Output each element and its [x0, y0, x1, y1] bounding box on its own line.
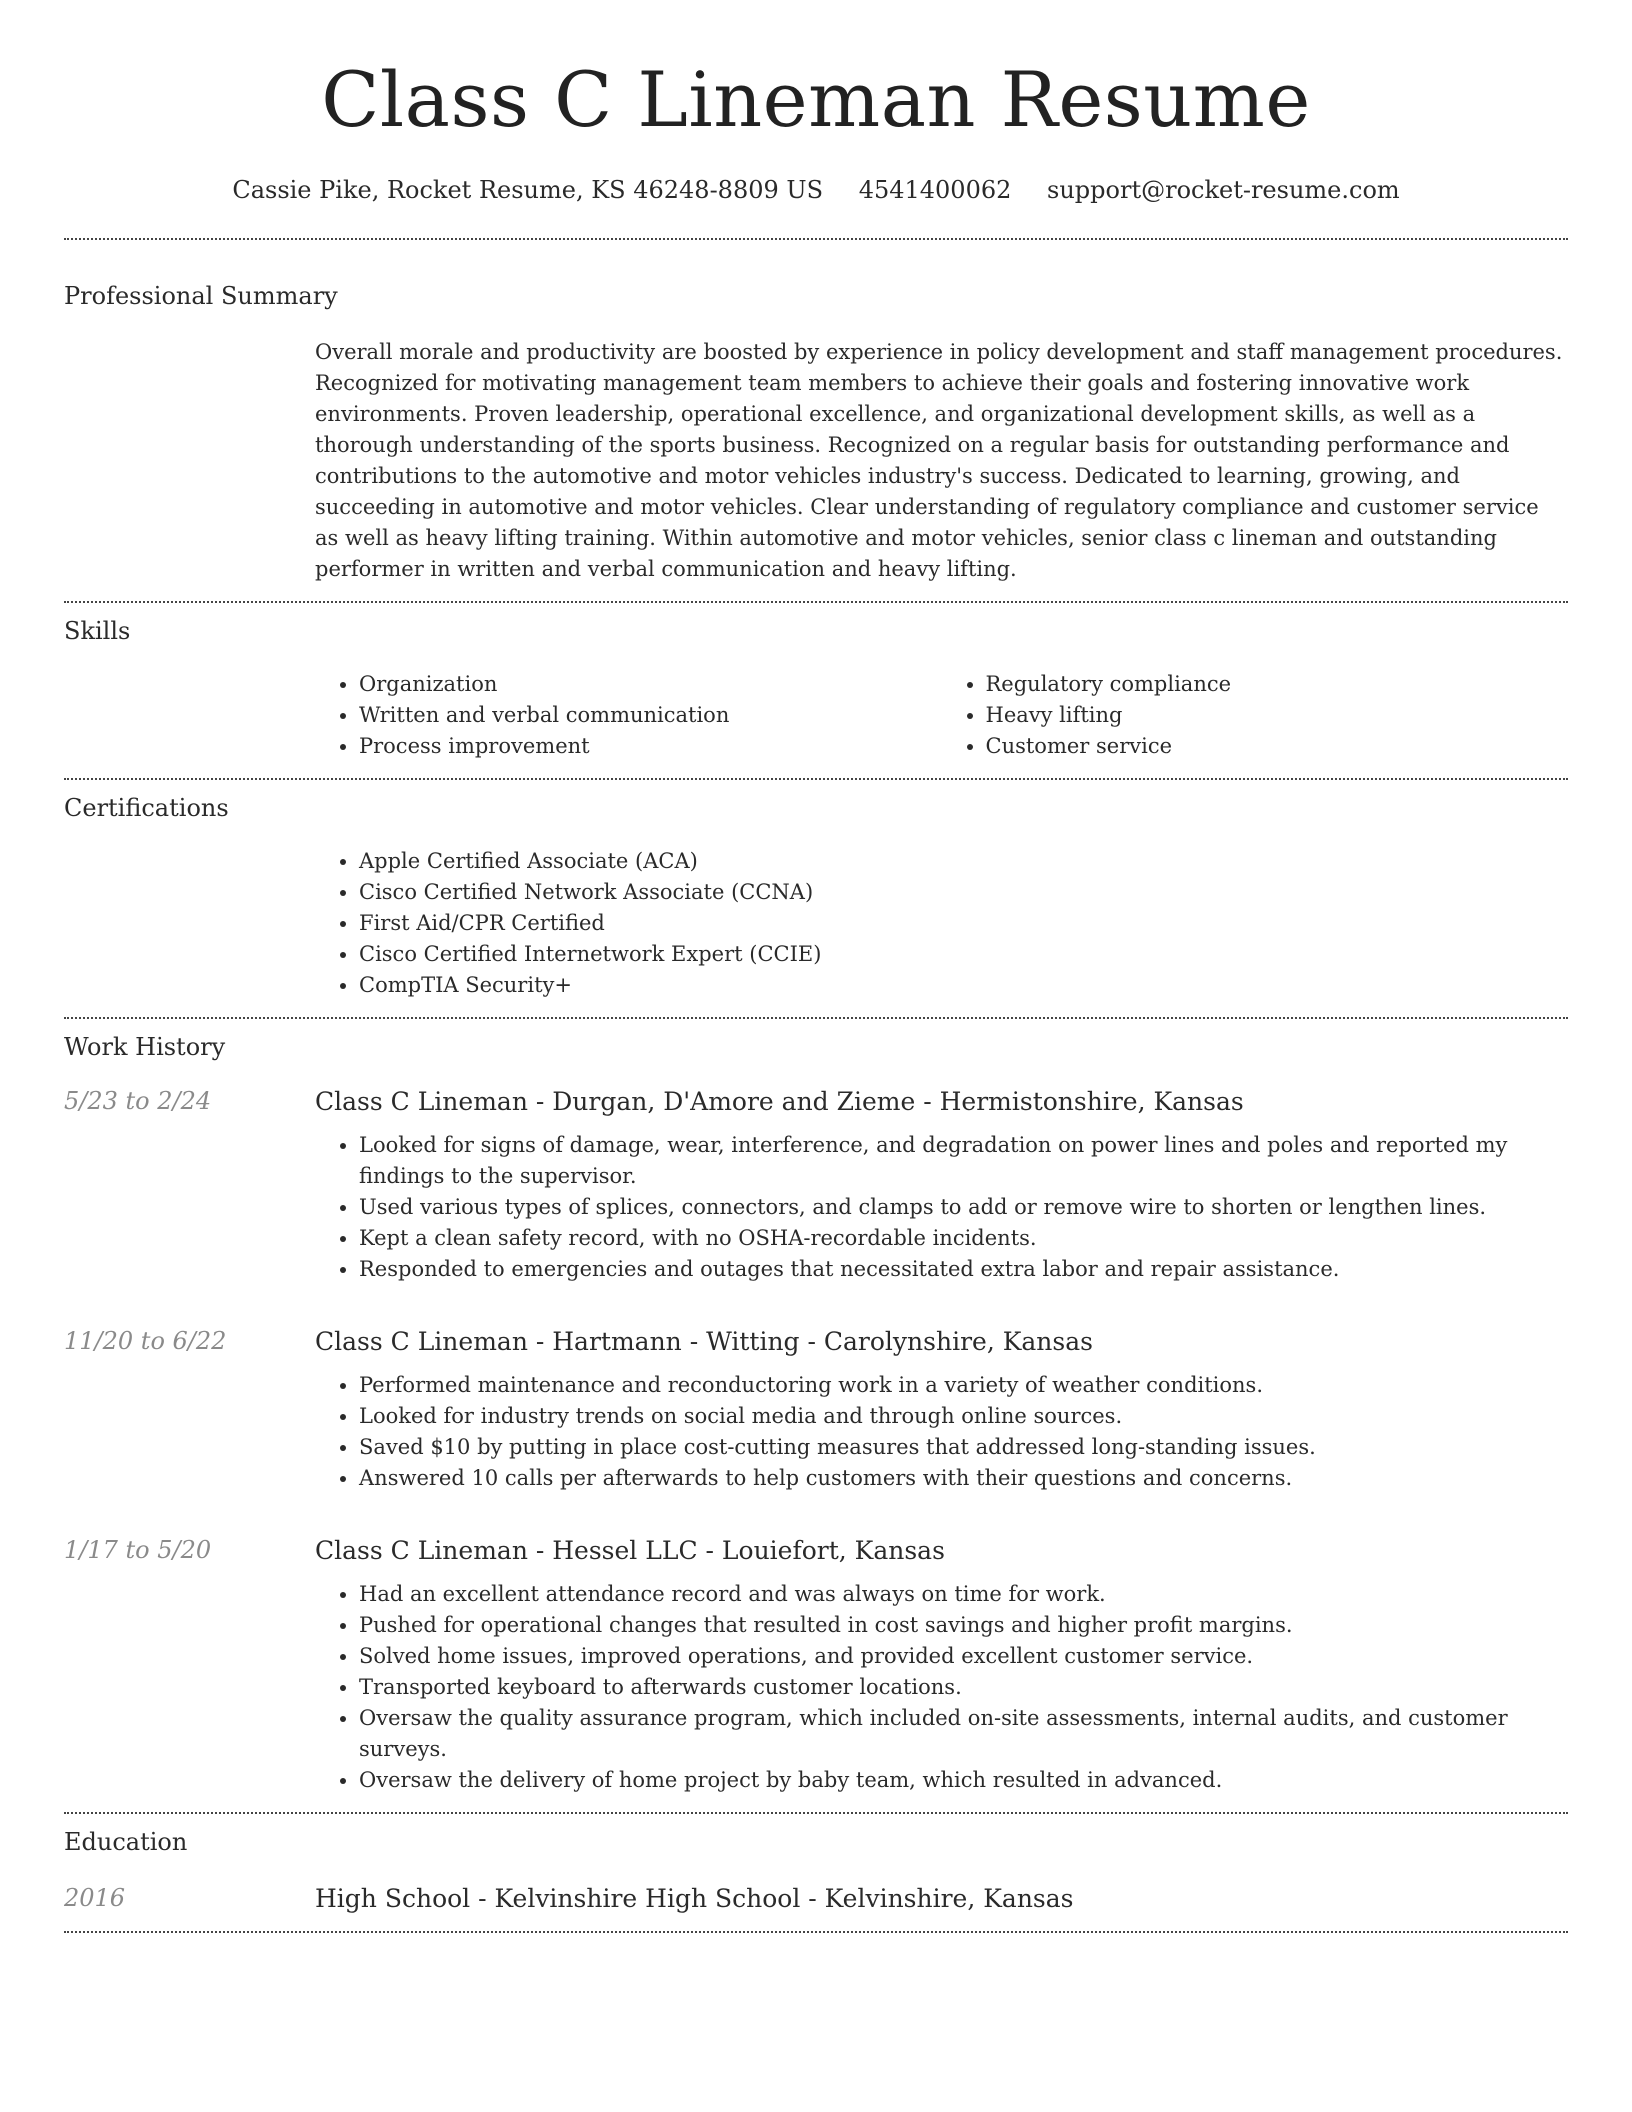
skill-item: • Written and verbal communication [359, 700, 942, 731]
job-title: Class C Lineman - Hartmann - Witting - Carolynshire, Kansas [315, 1327, 1093, 1356]
certifications-heading: Certifications [64, 794, 229, 822]
contact-phone: 4541400062 [858, 176, 1012, 204]
job-entry [64, 1087, 1568, 1116]
job-bullet: • Used various types of splices, connectors, and clamps to add or remove wire to shorten or lengthen lines. [359, 1192, 1568, 1223]
skills-column-2 [942, 669, 1569, 762]
contact-line [64, 176, 1568, 204]
job-bullet: • Looked for industry trends on social media and through online sources. [359, 1401, 1568, 1432]
skills-column-1 [315, 669, 942, 762]
skill-item: • Process improvement [359, 731, 942, 762]
job-title: Class C Lineman - Durgan, D'Amore and Zieme - Hermistonshire, Kansas [315, 1087, 1244, 1116]
job-entry [64, 1536, 1568, 1565]
summary-text: Overall morale and productivity are boosted by experience in policy development and staff management procedures. Recognized for motivating management team members to achieve their goals and fostering innovative work environments. Proven leadership, operational excellence, and organizational development skills, as well as a thorough understanding of the sports business. Recognized on a regular basis for outstanding performance and contributions to the automotive and motor vehicles industry's success. Dedicated to learning, growing, and succeeding in automotive and motor vehicles. Clear understanding of regulatory compliance and customer service as well as heavy lifting training. Within automotive and motor vehicles, senior class c lineman and outstanding performer in written and verbal communication and heavy lifting. [315, 340, 1563, 581]
job-bullets [315, 1130, 1568, 1285]
skill-item: • Heavy lifting [986, 700, 1569, 731]
divider [64, 1931, 1568, 1933]
job-bullet: • Had an excellent attendance record and was always on time for work. [359, 1579, 1568, 1610]
job-title: Class C Lineman - Hessel LLC - Louiefort, Kansas [315, 1536, 945, 1565]
job-bullet: • Saved $10 by putting in place cost-cutting measures that addressed long-standing issues. [359, 1432, 1568, 1463]
skill-item: • Organization [359, 669, 942, 700]
job-bullet: • Answered 10 calls per afterwards to help customers with their questions and concerns. [359, 1463, 1568, 1494]
education-heading: Education [64, 1828, 188, 1856]
certification-item: • Apple Certified Associate (ACA) [359, 846, 1568, 877]
job-bullet: • Responded to emergencies and outages that necessitated extra labor and repair assistance. [359, 1254, 1568, 1285]
education-degree: High School - Kelvinshire High School - Kelvinshire, Kansas [315, 1884, 1074, 1913]
certification-item: • First Aid/CPR Certified [359, 908, 1568, 939]
education-entry [64, 1884, 1568, 1913]
job-dates: 1/17 to 5/20 [64, 1536, 212, 1564]
job-bullet: • Looked for signs of damage, wear, interference, and degradation on power lines and poles and reported my findings to the supervisor. [359, 1130, 1568, 1192]
contact-email: support@rocket-resume.com [1047, 176, 1400, 204]
job-entry [64, 1327, 1568, 1356]
skill-item: • Customer service [986, 731, 1569, 762]
certification-item: • Cisco Certified Network Associate (CCNA) [359, 877, 1568, 908]
certifications-list [315, 846, 1568, 1001]
job-bullet: • Performed maintenance and reconductoring work in a variety of weather conditions. [359, 1370, 1568, 1401]
contact-address: Cassie Pike, Rocket Resume, KS 46248-8809 US [232, 176, 824, 204]
job-bullets [315, 1579, 1568, 1796]
job-dates: 11/20 to 6/22 [64, 1327, 227, 1355]
job-bullets [315, 1370, 1568, 1494]
work-history-heading: Work History [64, 1033, 226, 1061]
skills-heading: Skills [64, 617, 131, 645]
job-bullet: • Pushed for operational changes that resulted in cost savings and higher profit margins. [359, 1610, 1568, 1641]
job-dates: 5/23 to 2/24 [64, 1087, 212, 1115]
certification-item: • CompTIA Security+ [359, 970, 1568, 1001]
skill-item: • Regulatory compliance [986, 669, 1569, 700]
certification-item: • Cisco Certified Internetwork Expert (CCIE) [359, 939, 1568, 970]
job-bullet: • Oversaw the quality assurance program, which included on-site assessments, internal audits, and customer surveys. [359, 1703, 1568, 1765]
summary-heading: Professional Summary [64, 282, 338, 310]
education-year: 2016 [64, 1884, 126, 1912]
resume-title: Class C Lineman Resume [321, 55, 1311, 144]
job-bullet: • Solved home issues, improved operations, and provided excellent customer service. [359, 1641, 1568, 1672]
job-bullet: • Kept a clean safety record, with no OSHA-recordable incidents. [359, 1223, 1568, 1254]
job-bullet: • Oversaw the delivery of home project by baby team, which resulted in advanced. [359, 1765, 1568, 1796]
skills-list [315, 669, 1568, 762]
job-bullet: • Transported keyboard to afterwards customer locations. [359, 1672, 1568, 1703]
